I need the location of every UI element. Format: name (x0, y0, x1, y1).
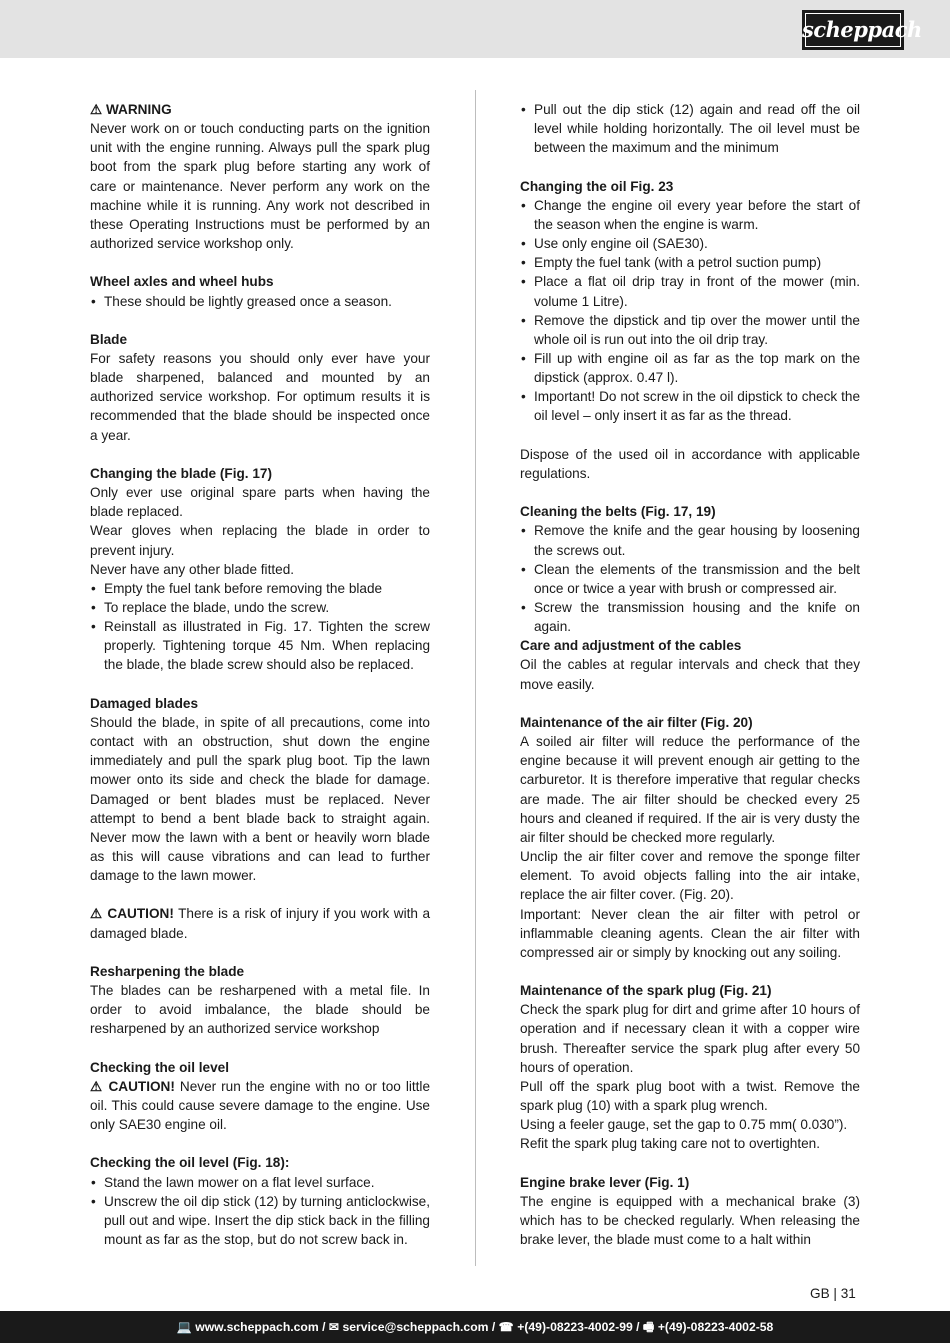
wheels-section (90, 272, 430, 310)
oil-level-caution (90, 1077, 430, 1134)
resharpen-text: The blades can be resharpened with a metal file. In order to avoid imbalance, the blade should be resharpened by an authorized service workshop (90, 983, 430, 1037)
paragraph: A soiled air filter will reduce the performance of the engine because it will prevent enough air getting to the carburetor. It is therefore imperative that regular checks are made. The air filter should be checked every 25 hours and cleaned if required. If the air is very dusty the air filter should be checked more regularly. (520, 734, 860, 845)
list-item: • Place a flat oil drip tray in front of the mower (min. volume 1 Litre). (520, 272, 860, 310)
changing-blade-section (90, 464, 430, 675)
caution-body: There is a risk of injury if you work with a damaged blade. (90, 906, 430, 941)
column-divider (475, 90, 476, 1266)
changing-oil-heading: Changing the oil Fig. 23 (520, 178, 674, 194)
paragraph: Unclip the air filter cover and remove the sponge filter element. To avoid objects falling into the air intake, replace the air filter cover. (Fig. 20). (520, 849, 860, 903)
spark-plug-heading: Maintenance of the spark plug (Fig. 21) (520, 983, 772, 999)
list-item: • Screw the transmission housing and the knife on again. (520, 598, 860, 636)
blade-text: For safety reasons you should only ever have your blade sharpened, balanced and mounted by an authorized service workshop. For optimum results it is recommended that the blade should be inspected once a year. (90, 351, 430, 443)
changing-oil-list (520, 196, 860, 426)
paragraph: Refit the spark plug taking care not to overtighten. (520, 1136, 820, 1152)
left-column (90, 100, 430, 1249)
blade-heading: Blade (90, 331, 128, 347)
resharpen-heading: Resharpening the blade (90, 963, 245, 979)
cables-text: Oil the cables at regular intervals and check that they move easily. (520, 657, 860, 692)
caution-icon: ⚠ (90, 906, 103, 922)
scheppach-logo: scheppach (802, 10, 904, 50)
list-item: • Remove the dipstick and tip over the mower until the whole oil is run out into the oil drip tray. (520, 311, 860, 349)
warning-icon: ⚠ (90, 102, 103, 117)
list-item: • To replace the blade, undo the screw. (90, 598, 430, 617)
cables-heading: Care and adjustment of the cables (520, 638, 742, 654)
dispose-text: Dispose of the used oil in accordance with applicable regulations. (520, 446, 860, 481)
paragraph: Check the spark plug for dirt and grime after 10 hours of operation and if necessary clean it with a copper wire brush. Thereafter service the spark plug after every 50 hours of operation. (520, 1002, 860, 1075)
air-filter-section (520, 713, 860, 962)
email-link[interactable]: ✉ service@scheppach.com / (328, 1320, 496, 1334)
dispose-section (520, 445, 860, 483)
damaged-blades-heading: Damaged blades (90, 695, 199, 711)
oil-level-heading: Checking the oil level (90, 1059, 229, 1075)
dipstick-section (520, 100, 860, 157)
list-item: • Fill up with engine oil as far as the top mark on the dipstick (approx. 0.47 l). (520, 349, 860, 387)
caution-text (90, 904, 430, 942)
fax-number: 🖷 +(49)-08223-4002-58 (642, 1320, 774, 1334)
paragraph: Wear gloves when replacing the blade in order to prevent injury. (90, 523, 430, 558)
brake-heading: Engine brake lever (Fig. 1) (520, 1174, 690, 1190)
belts-list (520, 521, 860, 636)
warning-title: WARNING (105, 102, 172, 117)
air-filter-heading: Maintenance of the air filter (Fig. 20) (520, 714, 753, 730)
cables-section (520, 636, 860, 693)
footer-bar (0, 1311, 950, 1343)
resharpen-section (90, 962, 430, 1039)
oil-level-section (90, 1058, 430, 1135)
changing-blade-list (90, 579, 430, 675)
belts-section (520, 502, 860, 636)
blade-section (90, 330, 430, 445)
paragraph: Pull off the spark plug boot with a twist. Remove the spark plug (10) with a spark plug wrench. (520, 1078, 860, 1114)
caution-label: CAUTION! (108, 1078, 175, 1094)
changing-oil-section (520, 177, 860, 426)
wheels-heading: Wheel axles and wheel hubs (90, 274, 274, 290)
brake-section (520, 1173, 860, 1250)
list-item: • Stand the lawn mower on a flat level surface. (90, 1173, 430, 1192)
list-item: • Change the engine oil every year before the start of the season when the engine is warm. (520, 196, 860, 234)
warning-text: Never work on or touch conducting parts on the ignition unit with the engine running. Always pull the spark plug boot from the spark plug before starting any work of care or maintenance. Never perform any work on the machine while it is running. Any work not described in these Operating Instructions must be performed by an authorized service workshop only. (90, 121, 430, 252)
phone-number: ☎ +(49)-08223-4002-99 / (498, 1320, 640, 1334)
page-number: GB | 31 (810, 1286, 856, 1301)
list-item: • Clean the elements of the transmission and the belt once or twice a year with brush or compressed air. (520, 560, 860, 598)
damaged-blades-text: Should the blade, in spite of all precautions, come into contact with an obstruction, shut down the engine immediately and pull the spark plug boot. Tip the lawn mower onto its side and check the blade for damage. Damaged or bent blades must be replaced. Never attempt to bend a bent blade back to straight again. Never mow the lawn with a bent or heavily worn blade as this will cause vibrations and can lead to further damage to the lawn mower. (90, 714, 430, 884)
belts-heading: Cleaning the belts (Fig. 17, 19) (520, 504, 716, 520)
website-link[interactable]: 💻 www.scheppach.com / (176, 1320, 326, 1334)
wheels-list (90, 292, 430, 311)
paragraph: Never have any other blade fitted. (90, 561, 295, 577)
list-item: • Pull out the dip stick (12) again and read off the oil level while holding horizontally. The oil level must be between the maximum and the minimum (520, 100, 860, 157)
brake-text: The engine is equipped with a mechanical brake (3) which has to be checked regularly. When releasing the brake lever, the blade must come to a halt within (520, 1193, 860, 1248)
paragraph: Only ever use original spare parts when having the blade replaced. (90, 485, 430, 520)
oil-level-fig-list (90, 1173, 430, 1250)
list-item: • Unscrew the oil dip stick (12) by turning anticlockwise, pull out and wipe. Insert the dip stick back in the filling mount as far as the stop, but do not screw back in. (90, 1192, 430, 1249)
paragraph: Important: Never clean the air filter with petrol or inflammable cleaning agents. Clean the air filter with compressed air or simply by knocking out any soiling. (520, 906, 860, 960)
list-item: • Use only engine oil (SAE30). (520, 234, 860, 253)
paragraph: Using a feeler gauge, set the gap to 0.75 mm( 0.030”). (520, 1117, 848, 1133)
list-item: • These should be lightly greased once a season. (90, 292, 430, 311)
list-item: • Empty the fuel tank before removing the blade (90, 579, 430, 598)
dipstick-list (520, 100, 860, 157)
caution-body: Never run the engine with no or too little oil. This could cause severe damage to the engine. Use only SAE30 engine oil. (90, 1078, 431, 1133)
caution-label: CAUTION! (107, 906, 174, 922)
changing-blade-heading: Changing the blade (Fig. 17) (90, 465, 273, 481)
list-item: • Reinstall as illustrated in Fig. 17. Tighten the screw properly. Tightening torque 45 Nm. When replacing the blade, the blade screw should also be replaced. (90, 617, 430, 674)
spark-plug-section (520, 981, 860, 1153)
caution-section (90, 904, 430, 942)
caution-icon: ⚠ (90, 1078, 104, 1094)
damaged-blades-section (90, 694, 430, 886)
right-column (520, 100, 860, 1249)
list-item: • Empty the fuel tank (with a petrol suction pump) (520, 253, 860, 272)
warning-heading (90, 100, 430, 119)
list-item: • Remove the knife and the gear housing by loosening the screws out. (520, 521, 860, 559)
list-item: • Important! Do not screw in the oil dipstick to check the oil level – only insert it as far as the thread. (520, 387, 860, 425)
warning-section (90, 100, 430, 253)
oil-level-fig-section (90, 1153, 430, 1249)
oil-level-fig-heading: Checking the oil level (Fig. 18): (90, 1155, 290, 1171)
